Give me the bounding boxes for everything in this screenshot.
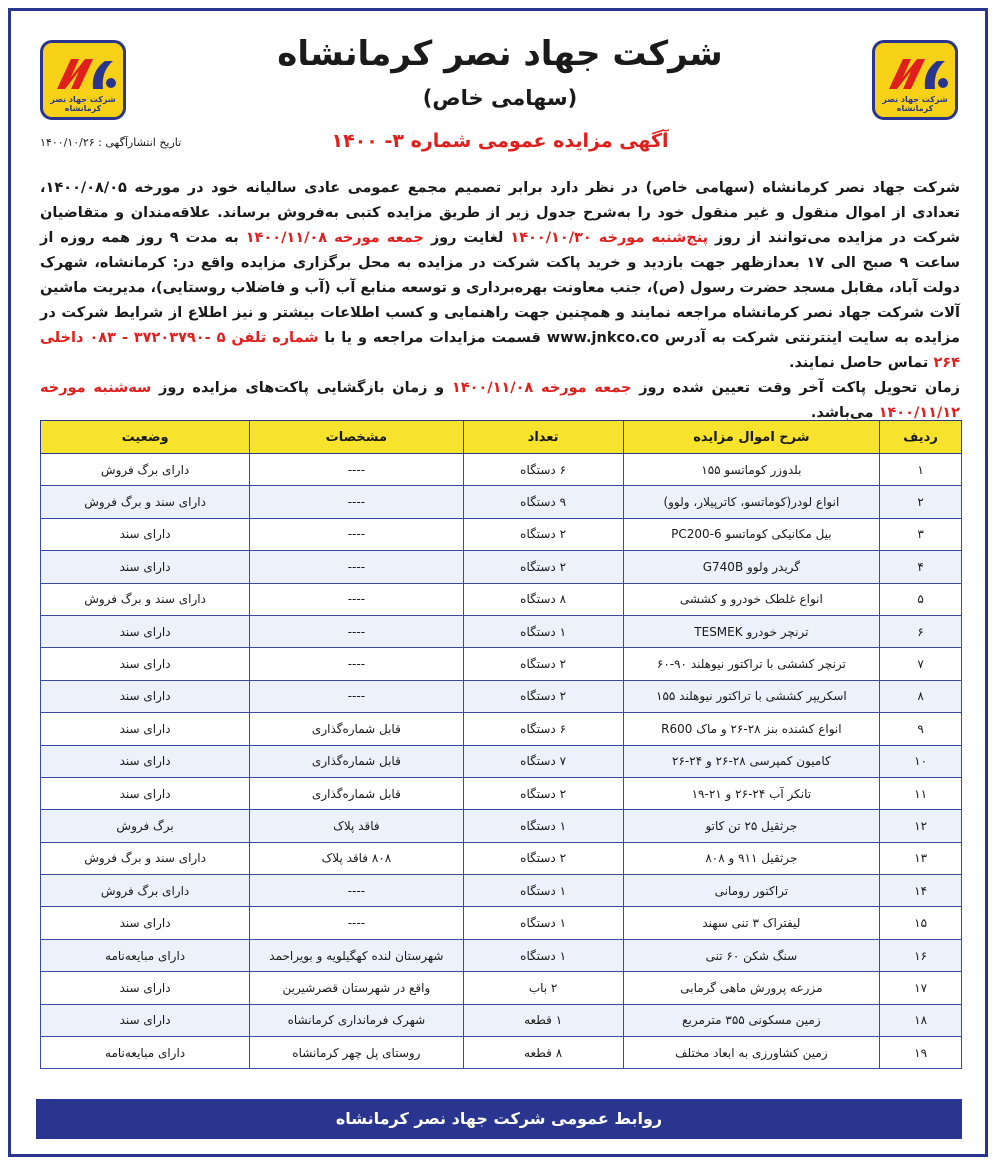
status-cell: دارای سند و برگ فروش bbox=[41, 842, 250, 874]
description-cell: ترنچر کششی با تراکتور نیوهلند ۹۰-۶۰ bbox=[623, 648, 880, 680]
row-number-cell: ۶ bbox=[880, 615, 962, 647]
specs-cell: ۸۰۸ فاقد پلاک bbox=[250, 842, 463, 874]
quantity-cell: ۲ دستگاه bbox=[463, 551, 623, 583]
row-number-cell: ۱۲ bbox=[880, 810, 962, 842]
specs-cell: شهرستان لنده کهگیلویه و بویراحمد bbox=[250, 939, 463, 971]
website-link[interactable]: www.jnkco.co bbox=[546, 330, 660, 346]
status-cell: دارای سند bbox=[41, 615, 250, 647]
row-number-cell: ۱ bbox=[880, 454, 962, 486]
description-cell: بیل مکانیکی کوماتسو PC200-6 bbox=[623, 518, 880, 550]
description-cell: جرثقیل ۲۵ تن کاتو bbox=[623, 810, 880, 842]
col-header-row-number: ردیف bbox=[880, 421, 962, 454]
specs-cell: قابل شماره‌گذاری bbox=[250, 713, 463, 745]
phone-number: شماره تلفن ۵ -۳۷۲۰۳۷۹۰ - ۰۸۳ داخلی ۲۶۴ bbox=[40, 330, 960, 371]
status-cell: دارای مبایعه‌نامه bbox=[41, 939, 250, 971]
description-cell: زمین مسکونی ۳۵۵ مترمربع bbox=[623, 1004, 880, 1036]
table-row bbox=[41, 875, 962, 907]
table-row bbox=[41, 745, 962, 777]
quantity-cell: ۱ دستگاه bbox=[463, 810, 623, 842]
quantity-cell: ۸ دستگاه bbox=[463, 583, 623, 615]
company-title: شرکت جهاد نصر کرمانشاه bbox=[277, 34, 723, 74]
table-row bbox=[41, 842, 962, 874]
quantity-cell: ۲ دستگاه bbox=[463, 518, 623, 550]
description-cell: انواع غلطک خودرو و کششی bbox=[623, 583, 880, 615]
quantity-cell: ۱ دستگاه bbox=[463, 907, 623, 939]
logo-caption: شرکت جهاد نصر کرمانشاه bbox=[50, 95, 116, 113]
status-cell: دارای سند bbox=[41, 648, 250, 680]
specs-cell: ---- bbox=[250, 454, 463, 486]
table-row bbox=[41, 486, 962, 518]
col-header-specs: مشخصات bbox=[250, 421, 463, 454]
table-row bbox=[41, 777, 962, 809]
table-row bbox=[41, 972, 962, 1004]
specs-cell: ---- bbox=[250, 648, 463, 680]
quantity-cell: ۱ دستگاه bbox=[463, 939, 623, 971]
quantity-cell: ۲ باب bbox=[463, 972, 623, 1004]
description-cell: لیفتراک ۳ تنی سهند bbox=[623, 907, 880, 939]
row-number-cell: ۱۰ bbox=[880, 745, 962, 777]
row-number-cell: ۸ bbox=[880, 680, 962, 712]
quantity-cell: ۱ قطعه bbox=[463, 1004, 623, 1036]
status-cell: دارای سند bbox=[41, 907, 250, 939]
table-row bbox=[41, 907, 962, 939]
quantity-cell: ۷ دستگاه bbox=[463, 745, 623, 777]
status-cell: دارای سند bbox=[41, 745, 250, 777]
status-cell: دارای سند bbox=[41, 518, 250, 550]
specs-cell: ---- bbox=[250, 907, 463, 939]
quantity-cell: ۲ دستگاه bbox=[463, 842, 623, 874]
table-row bbox=[41, 454, 962, 486]
row-number-cell: ۱۷ bbox=[880, 972, 962, 1004]
quantity-cell: ۲ دستگاه bbox=[463, 648, 623, 680]
table-row bbox=[41, 551, 962, 583]
table-row bbox=[41, 810, 962, 842]
status-cell: دارای سند bbox=[41, 777, 250, 809]
quantity-cell: ۲ دستگاه bbox=[463, 680, 623, 712]
row-number-cell: ۹ bbox=[880, 713, 962, 745]
specs-cell: ---- bbox=[250, 551, 463, 583]
logo-caption: شرکت جهاد نصر کرمانشاه bbox=[882, 95, 948, 113]
quantity-cell: ۶ دستگاه bbox=[463, 454, 623, 486]
description-cell: تراکتور رومانی bbox=[623, 875, 880, 907]
publication-date: تاریخ انتشارآگهی : ۱۴۰۰/۱۰/۲۶ bbox=[40, 136, 182, 149]
table-row bbox=[41, 518, 962, 550]
status-cell: دارای سند و برگ فروش bbox=[41, 583, 250, 615]
row-number-cell: ۱۸ bbox=[880, 1004, 962, 1036]
logo-mark-icon bbox=[49, 49, 123, 101]
description-cell: گریدر ولوو G740B bbox=[623, 551, 880, 583]
row-number-cell: ۵ bbox=[880, 583, 962, 615]
status-cell: دارای سند bbox=[41, 551, 250, 583]
row-number-cell: ۱۴ bbox=[880, 875, 962, 907]
row-number-cell: ۴ bbox=[880, 551, 962, 583]
status-cell: دارای سند bbox=[41, 1004, 250, 1036]
company-logo-right bbox=[872, 40, 958, 120]
table-row bbox=[41, 939, 962, 971]
specs-cell: قابل شماره‌گذاری bbox=[250, 745, 463, 777]
specs-cell: ---- bbox=[250, 615, 463, 647]
specs-cell: قابل شماره‌گذاری bbox=[250, 777, 463, 809]
description-cell: جرثقیل ۹۱۱ و ۸۰۸ bbox=[623, 842, 880, 874]
table-row bbox=[41, 1004, 962, 1036]
company-type: (سهامی خاص) bbox=[422, 86, 578, 110]
description-cell: مزرعه پرورش ماهی گرمابی bbox=[623, 972, 880, 1004]
description-cell: ترنچر خودرو TESMEK bbox=[623, 615, 880, 647]
row-number-cell: ۷ bbox=[880, 648, 962, 680]
description-cell: انواع لودر(کوماتسو، کاترپیلار، ولوو) bbox=[623, 486, 880, 518]
table-header-row bbox=[41, 421, 962, 454]
footer-banner: روابط عمومی شرکت جهاد نصر کرمانشاه bbox=[36, 1099, 962, 1139]
description-cell: سنگ شکن ۶۰ تنی bbox=[623, 939, 880, 971]
status-cell: دارای سند و برگ فروش bbox=[41, 486, 250, 518]
row-number-cell: ۱۱ bbox=[880, 777, 962, 809]
table-row bbox=[41, 713, 962, 745]
status-cell: دارای برگ فروش bbox=[41, 875, 250, 907]
description-cell: تانکر آب ۲۴-۲۶ و ۲۱-۱۹ bbox=[623, 777, 880, 809]
status-cell: دارای سند bbox=[41, 713, 250, 745]
announcement-text: شرکت جهاد نصر کرمانشاه (سهامی خاص) در نظر دارد برابر تصمیم مجمع عمومی عادی سالیانه خود در مورخه ۱۴۰۰/۰۸/۰۵، تعدادی از اموال منقول و غیر منقول خود را به‌شرح جدول زیر از طریق مزایده کتبی به‌فروش برساند. علاقه‌مندان و متقاضیان شرکت در مزایده می‌توانند از روز پنج‌شنبه مورخه ۱۴۰۰/۱۰/۳۰ لغایت روز جمعه مورخه ۱۴۰۰/۱۱/۰۸ به مدت ۹ روز همه روزه از ساعت ۹ صبح الی ۱۷ بعدازظهر جهت بازدید و خرید پاکت شرکت در مزایده به محل برگزاری مزایده واقع در: کرمانشاه، شهرک دولت آباد، مقابل مسجد حضرت رسول (ص)، جنب معاونت بهره‌برداری و توسعه منابع آب (آب و فاضلاب روستایی)، مدیریت ماشین آلات شرکت جهاد نصر کرمانشاه مراجعه نمایند و همچنین جهت راهنمایی و کسب اطلاعات بیشتر و نیز اطلاع از شرایط شرکت در مزایده به سایت اینترنتی شرکت به آدرس www.jnkco.co قسمت مزایدات مراجعه و یا با شماره تلفن ۵ -۳۷۲۰۳۷۹۰ - ۰۸۳ داخلی ۲۶۴ تماس حاصل نمایند. زمان تحویل پاکت آخر وقت تعیین شده روز جمعه مورخه ۱۴۰۰/۱۱/۰۸ و زمان بازگشایی پاکت‌های مزایده روز سه‌شنبه مورخه ۱۴۰۰/۱۱/۱۲ می‌باشد. bbox=[40, 180, 961, 421]
table-body bbox=[41, 454, 962, 1069]
company-logo-left bbox=[40, 40, 126, 120]
status-cell: دارای مبایعه‌نامه bbox=[41, 1037, 250, 1069]
status-cell: دارای سند bbox=[41, 972, 250, 1004]
row-number-cell: ۱۵ bbox=[880, 907, 962, 939]
table-row bbox=[41, 615, 962, 647]
description-cell: کامیون کمپرسی ۲۸-۲۶ و ۲۴-۲۶ bbox=[623, 745, 880, 777]
logo-mark-icon bbox=[881, 49, 955, 101]
specs-cell: شهرک فرمانداری کرمانشاه bbox=[250, 1004, 463, 1036]
col-header-status: وضعیت bbox=[41, 421, 250, 454]
quantity-cell: ۶ دستگاه bbox=[463, 713, 623, 745]
ad-title: آگهی مزایده عمومی شماره ۳- ۱۴۰۰ bbox=[331, 130, 669, 152]
col-header-quantity: تعداد bbox=[463, 421, 623, 454]
col-header-description: شرح اموال مزایده bbox=[623, 421, 880, 454]
row-number-cell: ۲ bbox=[880, 486, 962, 518]
specs-cell: ---- bbox=[250, 486, 463, 518]
row-number-cell: ۱۳ bbox=[880, 842, 962, 874]
table-row bbox=[41, 648, 962, 680]
status-cell: برگ فروش bbox=[41, 810, 250, 842]
specs-cell: ---- bbox=[250, 518, 463, 550]
quantity-cell: ۱ دستگاه bbox=[463, 875, 623, 907]
description-cell: زمین کشاورزی به ابعاد مختلف bbox=[623, 1037, 880, 1069]
specs-cell: واقع در شهرستان قصرشیرین bbox=[250, 972, 463, 1004]
quantity-cell: ۹ دستگاه bbox=[463, 486, 623, 518]
status-cell: دارای سند bbox=[41, 680, 250, 712]
description-cell: بلدوزر کوماتسو ۱۵۵ bbox=[623, 454, 880, 486]
specs-cell: ---- bbox=[250, 680, 463, 712]
auction-items-table bbox=[40, 420, 962, 1069]
specs-cell: ---- bbox=[250, 875, 463, 907]
specs-cell: فاقد پلاک bbox=[250, 810, 463, 842]
row-number-cell: ۱۹ bbox=[880, 1037, 962, 1069]
quantity-cell: ۲ دستگاه bbox=[463, 777, 623, 809]
table-row bbox=[41, 583, 962, 615]
description-cell: اسکریپر کششی با تراکتور نیوهلند ۱۵۵ bbox=[623, 680, 880, 712]
specs-cell: روستای پل چهر کرمانشاه bbox=[250, 1037, 463, 1069]
row-number-cell: ۳ bbox=[880, 518, 962, 550]
table-row bbox=[41, 1037, 962, 1069]
quantity-cell: ۱ دستگاه bbox=[463, 615, 623, 647]
row-number-cell: ۱۶ bbox=[880, 939, 962, 971]
status-cell: دارای برگ فروش bbox=[41, 454, 250, 486]
description-cell: انواع کشنده بنز ۲۸-۲۶ و ماک R600 bbox=[623, 713, 880, 745]
table-row bbox=[41, 680, 962, 712]
quantity-cell: ۸ قطعه bbox=[463, 1037, 623, 1069]
specs-cell: ---- bbox=[250, 583, 463, 615]
